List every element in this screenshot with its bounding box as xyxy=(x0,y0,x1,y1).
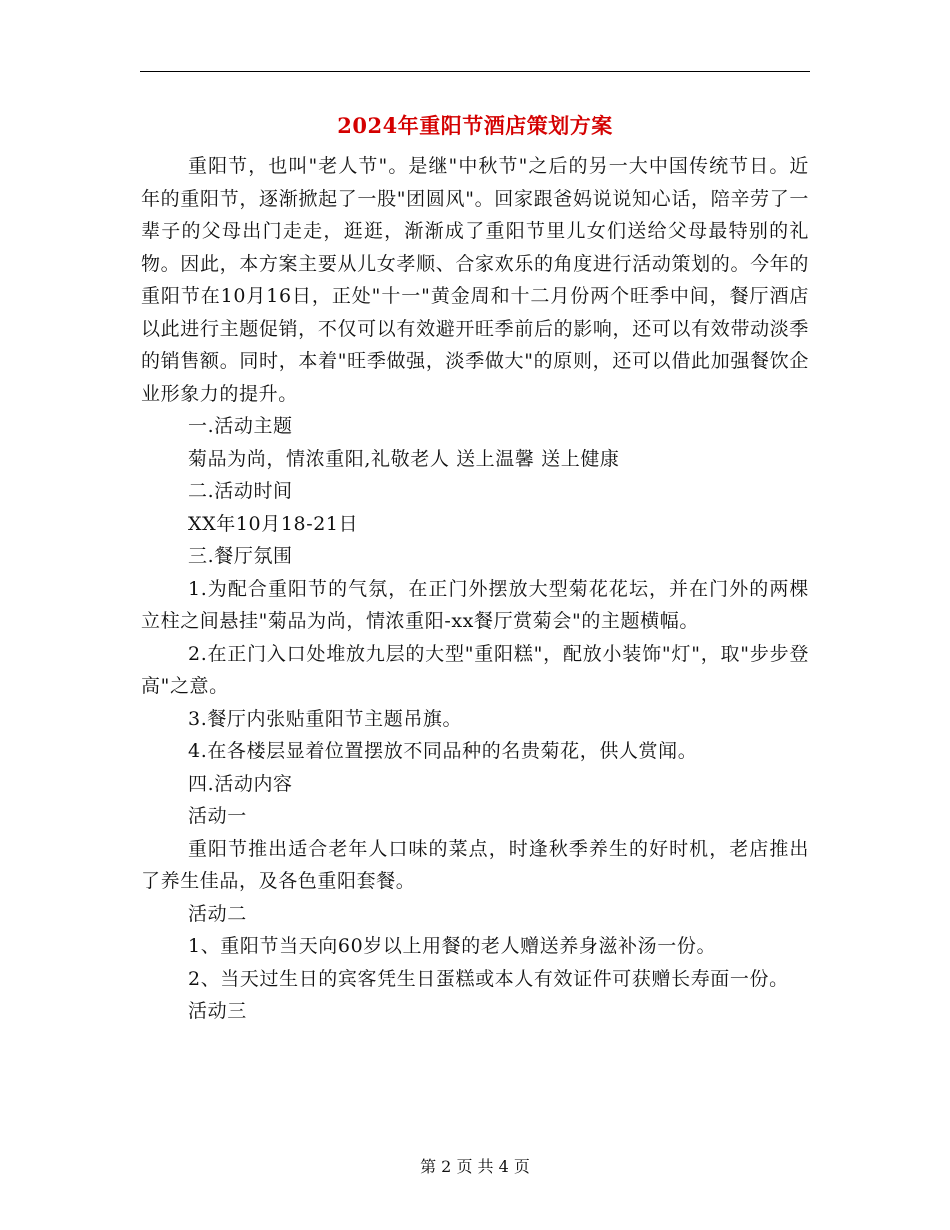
section-heading-time: 二.活动时间 xyxy=(188,480,293,502)
activity-1-heading: 活动一 xyxy=(188,805,247,827)
time-text: XX年10月18-21日 xyxy=(188,512,359,535)
activity-2-item-1: 1、重阳节当天向60岁以上用餐的老人赠送养身滋补汤一份。 xyxy=(188,935,717,957)
document-body xyxy=(141,150,809,1028)
atmosphere-item-2: 2.在正门入口处堆放九层的大型"重阳糕"，配放小装饰"灯"，取"步步登高"之意。 xyxy=(141,642,809,697)
page-number-footer: 第 2 页 共 4 页 xyxy=(420,1157,530,1176)
section-heading-atmosphere: 三.餐厅氛围 xyxy=(188,545,293,567)
activity-1-text: 重阳节推出适合老年人口味的菜点，时逢秋季养生的好时机，老店推出了养生佳品，及各色重阳套餐。 xyxy=(141,837,809,892)
atmosphere-item-4: 4.在各楼层显着位置摆放不同品种的名贵菊花，供人赏闻。 xyxy=(188,740,698,762)
section-heading-theme: 一.活动主题 xyxy=(188,415,293,437)
atmosphere-item-1: 1.为配合重阳节的气氛，在正门外摆放大型菊花花坛，并在门外的两棵立柱之间悬挂"菊品为尚，情浓重阳-xx餐厅赏菊会"的主题横幅。 xyxy=(141,577,809,632)
theme-text: 菊品为尚，情浓重阳,礼敬老人 送上温馨 送上健康 xyxy=(188,447,620,470)
activity-2-item-2: 2、当天过生日的宾客凭生日蛋糕或本人有效证件可获赠长寿面一份。 xyxy=(188,967,789,990)
activity-2-heading: 活动二 xyxy=(188,902,247,925)
document-title: 2024年重阳节酒店策划方案 xyxy=(337,113,613,138)
activity-3-heading: 活动三 xyxy=(188,1000,247,1022)
intro-paragraph: 重阳节，也叫"老人节"。是继"中秋节"之后的另一大中国传统节日。近年的重阳节，逐渐掀起了一股"团圆风"。回家跟爸妈说说知心话，陪辛劳了一辈子的父母出门走走，逛逛，渐渐成了重阳节里儿女们送给父母最特别的礼物。因此，本方案主要从儿女孝顺、合家欢乐的角度进行活动策划的。今年的重阳节在10月16日，正处"十一"黄金周和十二月份两个旺季中间，餐厅酒店以此进行主题促销，不仅可以有效避开旺季前后的影响，还可以有效带动淡季的销售额。同时，本着"旺季做强，淡季做大"的原则，还可以借此加强餐饮企业形象力的提升。 xyxy=(141,155,809,405)
atmosphere-item-3: 3.餐厅内张贴重阳节主题吊旗。 xyxy=(188,707,463,730)
header-rule xyxy=(140,71,810,72)
section-heading-content: 四.活动内容 xyxy=(188,772,293,795)
